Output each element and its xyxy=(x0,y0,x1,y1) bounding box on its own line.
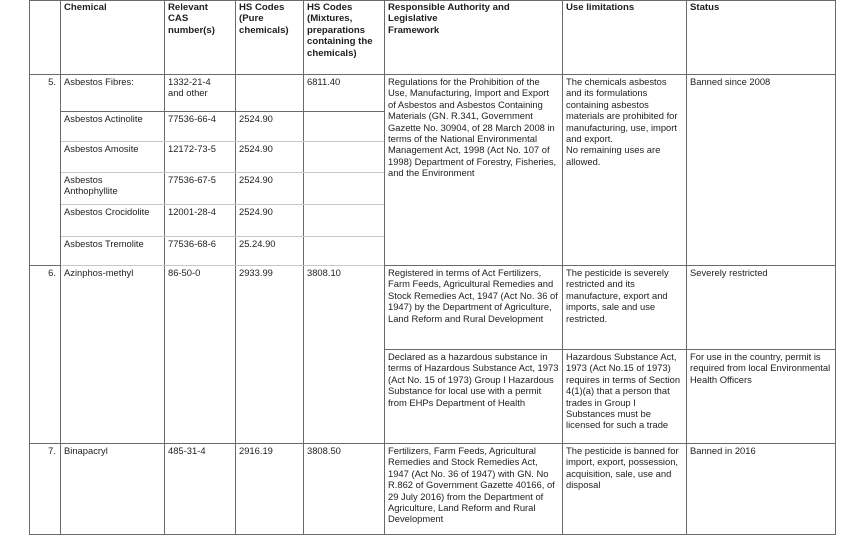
hs-mix-header: HS Codes (Mixtures, preparations containing the chemicals) xyxy=(304,1,385,75)
cas-header: Relevant CAS number(s) xyxy=(165,1,236,75)
entry-number: 7. xyxy=(30,444,61,535)
chemical-name: Azinphos-methyl xyxy=(61,266,165,444)
hs-code-mixture xyxy=(304,173,385,205)
chemical-header: Chemical xyxy=(61,1,165,75)
chemical-name: Asbestos Actinolite xyxy=(61,112,165,142)
chemical-regulation-table xyxy=(29,0,836,535)
status-text: Severely restricted xyxy=(687,266,836,350)
status-text: Banned in 2016 xyxy=(687,444,836,535)
use-limitations-text: The pesticide is banned for import, export, possession, acquisition, sale, use and disposal xyxy=(563,444,687,535)
hs-code-pure: 25.24.90 xyxy=(236,237,304,266)
cas-number: 77536-67-5 xyxy=(165,173,236,205)
cas-number: 1332-21-4 and other xyxy=(165,75,236,112)
cas-number: 77536-66-4 xyxy=(165,112,236,142)
cas-number: 12172-73-5 xyxy=(165,142,236,173)
cas-number: 86-50-0 xyxy=(165,266,236,444)
hs-code-pure: 2524.90 xyxy=(236,173,304,205)
hs-code-pure xyxy=(236,75,304,112)
hs-code-pure: 2933.99 xyxy=(236,266,304,444)
authority-text: Declared as a hazardous substance in terms of Hazardous Substance Act, 1973 (Act No. 15 of 1973) Group I Hazardous Substance for local use with a permit from EHPs Department of Health xyxy=(385,350,563,444)
hs-code-pure: 2524.90 xyxy=(236,112,304,142)
status-header: Status xyxy=(687,1,836,75)
hs-code-mixture xyxy=(304,237,385,266)
status-text: Banned since 2008 xyxy=(687,75,836,266)
hs-code-pure: 2916.19 xyxy=(236,444,304,535)
chemical-name: Asbestos Anthophyllite xyxy=(61,173,165,205)
cas-number: 12001-28-4 xyxy=(165,205,236,237)
cas-number: 77536-68-6 xyxy=(165,237,236,266)
entry-number: 6. xyxy=(30,266,61,444)
use-header: Use limitations xyxy=(563,1,687,75)
number-header xyxy=(30,1,61,75)
authority-header: Responsible Authority and Legislative Framework xyxy=(385,1,563,75)
chemical-name: Asbestos Fibres: xyxy=(61,75,165,112)
hs-code-mixture xyxy=(304,142,385,173)
hs-pure-header: HS Codes (Pure chemicals) xyxy=(236,1,304,75)
table-row xyxy=(30,444,836,535)
hs-code-mixture xyxy=(304,112,385,142)
entry-number: 5. xyxy=(30,75,61,266)
hs-code-pure: 2524.90 xyxy=(236,142,304,173)
authority-text: Fertilizers, Farm Feeds, Agricultural Remedies and Stock Remedies Act, 1947 (Act No. 36 of 1947) with GN. No R.862 of Government Gazette 40166, of 29 July 2016) from the Department of Agriculture, Land Reform and Rural Development xyxy=(385,444,563,535)
table-row xyxy=(30,266,836,350)
chemical-name: Binapacryl xyxy=(61,444,165,535)
chemical-name: Asbestos Crocidolite xyxy=(61,205,165,237)
cas-number: 485-31-4 xyxy=(165,444,236,535)
use-limitations-text: The pesticide is severely restricted and its manufacture, export and imports, sale and use restricted. xyxy=(563,266,687,350)
table-row xyxy=(30,75,836,112)
hs-code-mixture xyxy=(304,205,385,237)
hs-code-pure: 2524.90 xyxy=(236,205,304,237)
hs-code-mixture: 3808.10 xyxy=(304,266,385,444)
chemical-name: Asbestos Amosite xyxy=(61,142,165,173)
chemical-name: Asbestos Tremolite xyxy=(61,237,165,266)
authority-text: Registered in terms of Act Fertilizers, Farm Feeds, Agricultural Remedies and Stock Remedies Act, 1947 (Act No. 36 of 1947) by the Department of Agriculture, Land Reform and Rural Development xyxy=(385,266,563,350)
hs-code-mixture: 6811.40 xyxy=(304,75,385,112)
hs-code-mixture: 3808.50 xyxy=(304,444,385,535)
use-limitations-text: The chemicals asbestos and its formulations containing asbestos materials are prohibited for manufacturing, use, import and export. No remaining uses are allowed. xyxy=(563,75,687,266)
header-row xyxy=(30,1,836,75)
authority-text: Regulations for the Prohibition of the Use, Manufacturing, Import and Export of Asbestos and Asbestos Containing Materials (GN. R.341, Government Gazette No. 30904, of 28 March 2008 in terms of the National Environmental Management Act, 1998 (Act No. 107 of 1998) Department of Forestry, Fisheries, and the Environment xyxy=(385,75,563,266)
status-text: For use in the country, permit is required from local Environmental Health Officers xyxy=(687,350,836,444)
use-limitations-text: Hazardous Substance Act, 1973 (Act No.15 of 1973) requires in terms of Section 4(1)(a) that a person that trades in Group I Substances must be licensed for such a trade xyxy=(563,350,687,444)
